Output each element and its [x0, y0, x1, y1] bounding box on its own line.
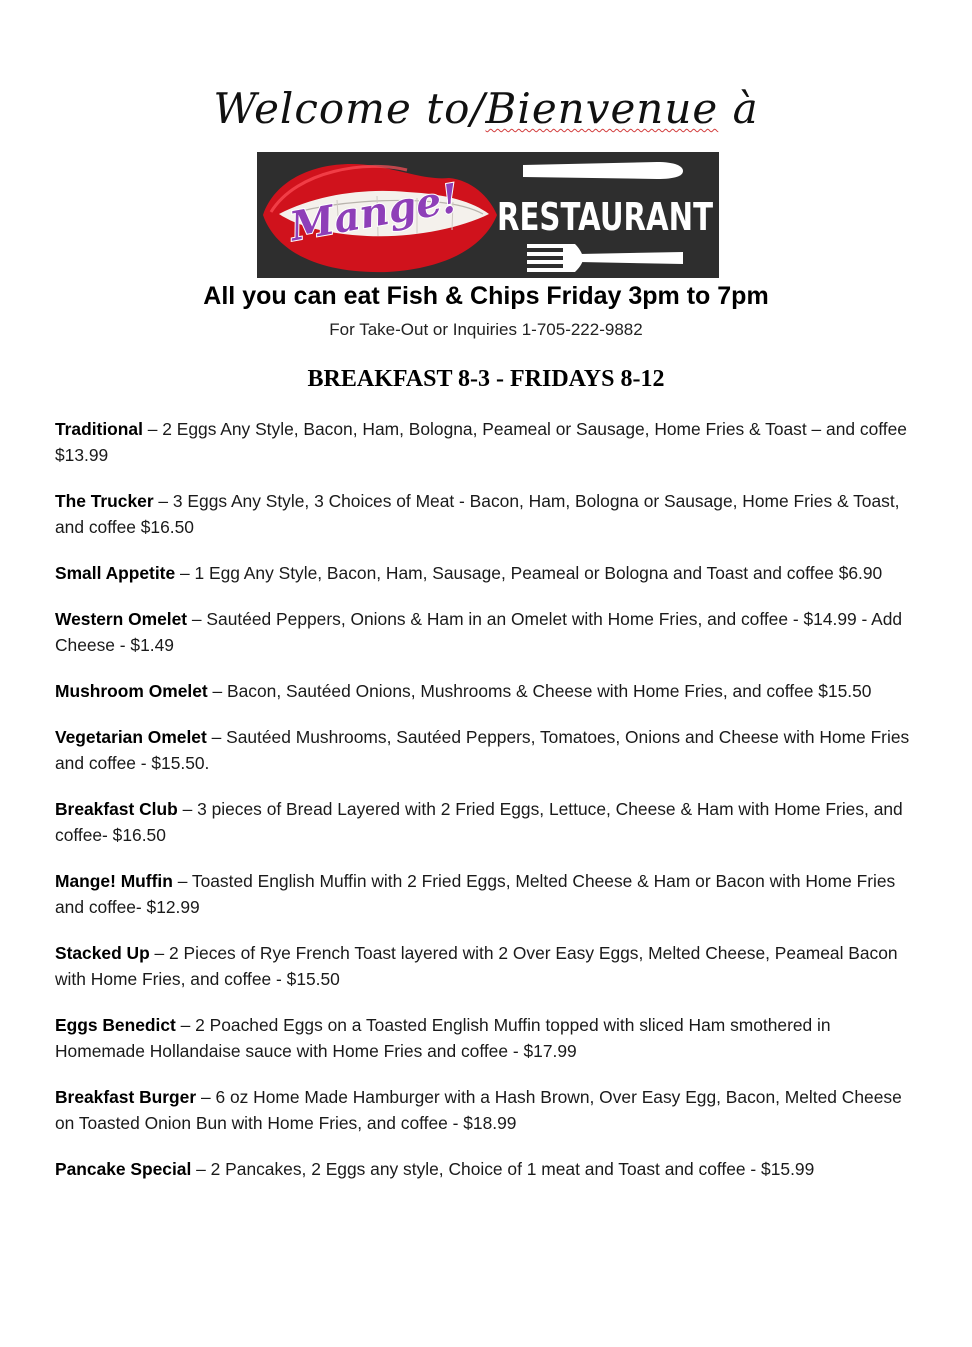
- menu-item: [55, 678, 915, 704]
- menu-item-desc: – 2 Poached Eggs on a Toasted English Muffin topped with sliced Ham smothered in Homemade Hollandaise sauce with Home Fries and coffee - $17.99: [55, 1015, 831, 1061]
- menu-item: [55, 868, 915, 920]
- logo-wordmark: RESTAURANT: [497, 195, 714, 239]
- menu-item: [55, 488, 915, 540]
- menu-item-desc: – Bacon, Sautéed Onions, Mushrooms & Cheese with Home Fries, and coffee $15.50: [207, 681, 872, 701]
- menu-item-desc: – 3 pieces of Bread Layered with 2 Fried Eggs, Lettuce, Cheese & Ham with Home Fries, and coffee- $16.50: [55, 799, 903, 845]
- menu-item-name: Mange! Muffin: [55, 871, 173, 891]
- menu-item-desc: – 2 Pancakes, 2 Eggs any style, Choice of 1 meat and Toast and coffee - $15.99: [191, 1159, 815, 1179]
- menu-item: [55, 416, 915, 468]
- welcome-bienvenue: Bienvenue: [485, 84, 719, 133]
- menu-item: [55, 940, 915, 992]
- knife-icon: [523, 162, 683, 179]
- menu-item: [55, 1156, 915, 1182]
- section-title: BREAKFAST 8-3 - FRIDAYS 8-12: [307, 366, 665, 392]
- menu-item-name: Stacked Up: [55, 943, 150, 963]
- menu-item-name: Small Appetite: [55, 563, 176, 583]
- restaurant-logo: [257, 152, 719, 278]
- promo-banner: All you can eat Fish & Chips Friday 3pm to 7pm: [203, 282, 769, 310]
- menu-item-desc: – Sautéed Mushrooms, Sautéed Peppers, Tomatoes, Onions and Cheese with Home Fries and coffee - $15.50.: [55, 727, 910, 773]
- menu-item: [55, 796, 915, 848]
- menu-item-desc: – 1 Egg Any Style, Bacon, Ham, Sausage, Peameal or Bologna and Toast and coffee $6.90: [175, 563, 883, 583]
- menu-item-desc: – Sautéed Peppers, Onions & Ham in an Omelet with Home Fries, and coffee - $14.99 - Add Cheese - $1.49: [55, 609, 903, 655]
- menu-item-desc: – 2 Eggs Any Style, Bacon, Ham, Bologna, Peameal or Sausage, Home Fries & Toast – and coffee $13.99: [55, 419, 907, 465]
- logo-graphic: [257, 152, 719, 278]
- welcome-heading: [0, 84, 972, 133]
- welcome-suffix: à: [718, 84, 759, 133]
- contact-line: For Take-Out or Inquiries 1-705-222-9882: [329, 320, 643, 339]
- menu-item-name: Pancake Special: [55, 1159, 192, 1179]
- menu-item-name: Vegetarian Omelet: [55, 727, 207, 747]
- logo-script-text: Mange!: [286, 174, 463, 251]
- menu-list: [55, 416, 915, 1202]
- menu-item-name: Breakfast Club: [55, 799, 178, 819]
- menu-item: [55, 724, 915, 776]
- welcome-prefix: Welcome to/: [213, 84, 486, 133]
- menu-item: [55, 1084, 915, 1136]
- menu-item-desc: – Toasted English Muffin with 2 Fried Eggs, Melted Cheese & Ham or Bacon with Home Fries and coffee- $12.99: [55, 871, 896, 917]
- fork-icon: [527, 244, 683, 272]
- menu-item: [55, 1012, 915, 1064]
- menu-item: [55, 560, 915, 586]
- menu-item-desc: – 2 Pieces of Rye French Toast layered with 2 Over Easy Eggs, Melted Cheese, Peameal Bacon with Home Fries, and coffee - $15.50: [55, 943, 898, 989]
- menu-item-name: Traditional: [55, 419, 143, 439]
- menu-item-desc: – 6 oz Home Made Hamburger with a Hash Brown, Over Easy Egg, Bacon, Melted Cheese on Toasted Onion Bun with Home Fries, and coffee - $18.99: [55, 1087, 902, 1133]
- menu-item-name: Western Omelet: [55, 609, 188, 629]
- menu-item-name: The Trucker: [55, 491, 154, 511]
- menu-item-name: Mushroom Omelet: [55, 681, 208, 701]
- menu-item-desc: – 3 Eggs Any Style, 3 Choices of Meat - Bacon, Ham, Bologna or Sausage, Home Fries & Toast, and coffee $16.50: [55, 491, 900, 537]
- menu-item-name: Breakfast Burger: [55, 1087, 197, 1107]
- menu-item-name: Eggs Benedict: [55, 1015, 176, 1035]
- menu-item: [55, 606, 915, 658]
